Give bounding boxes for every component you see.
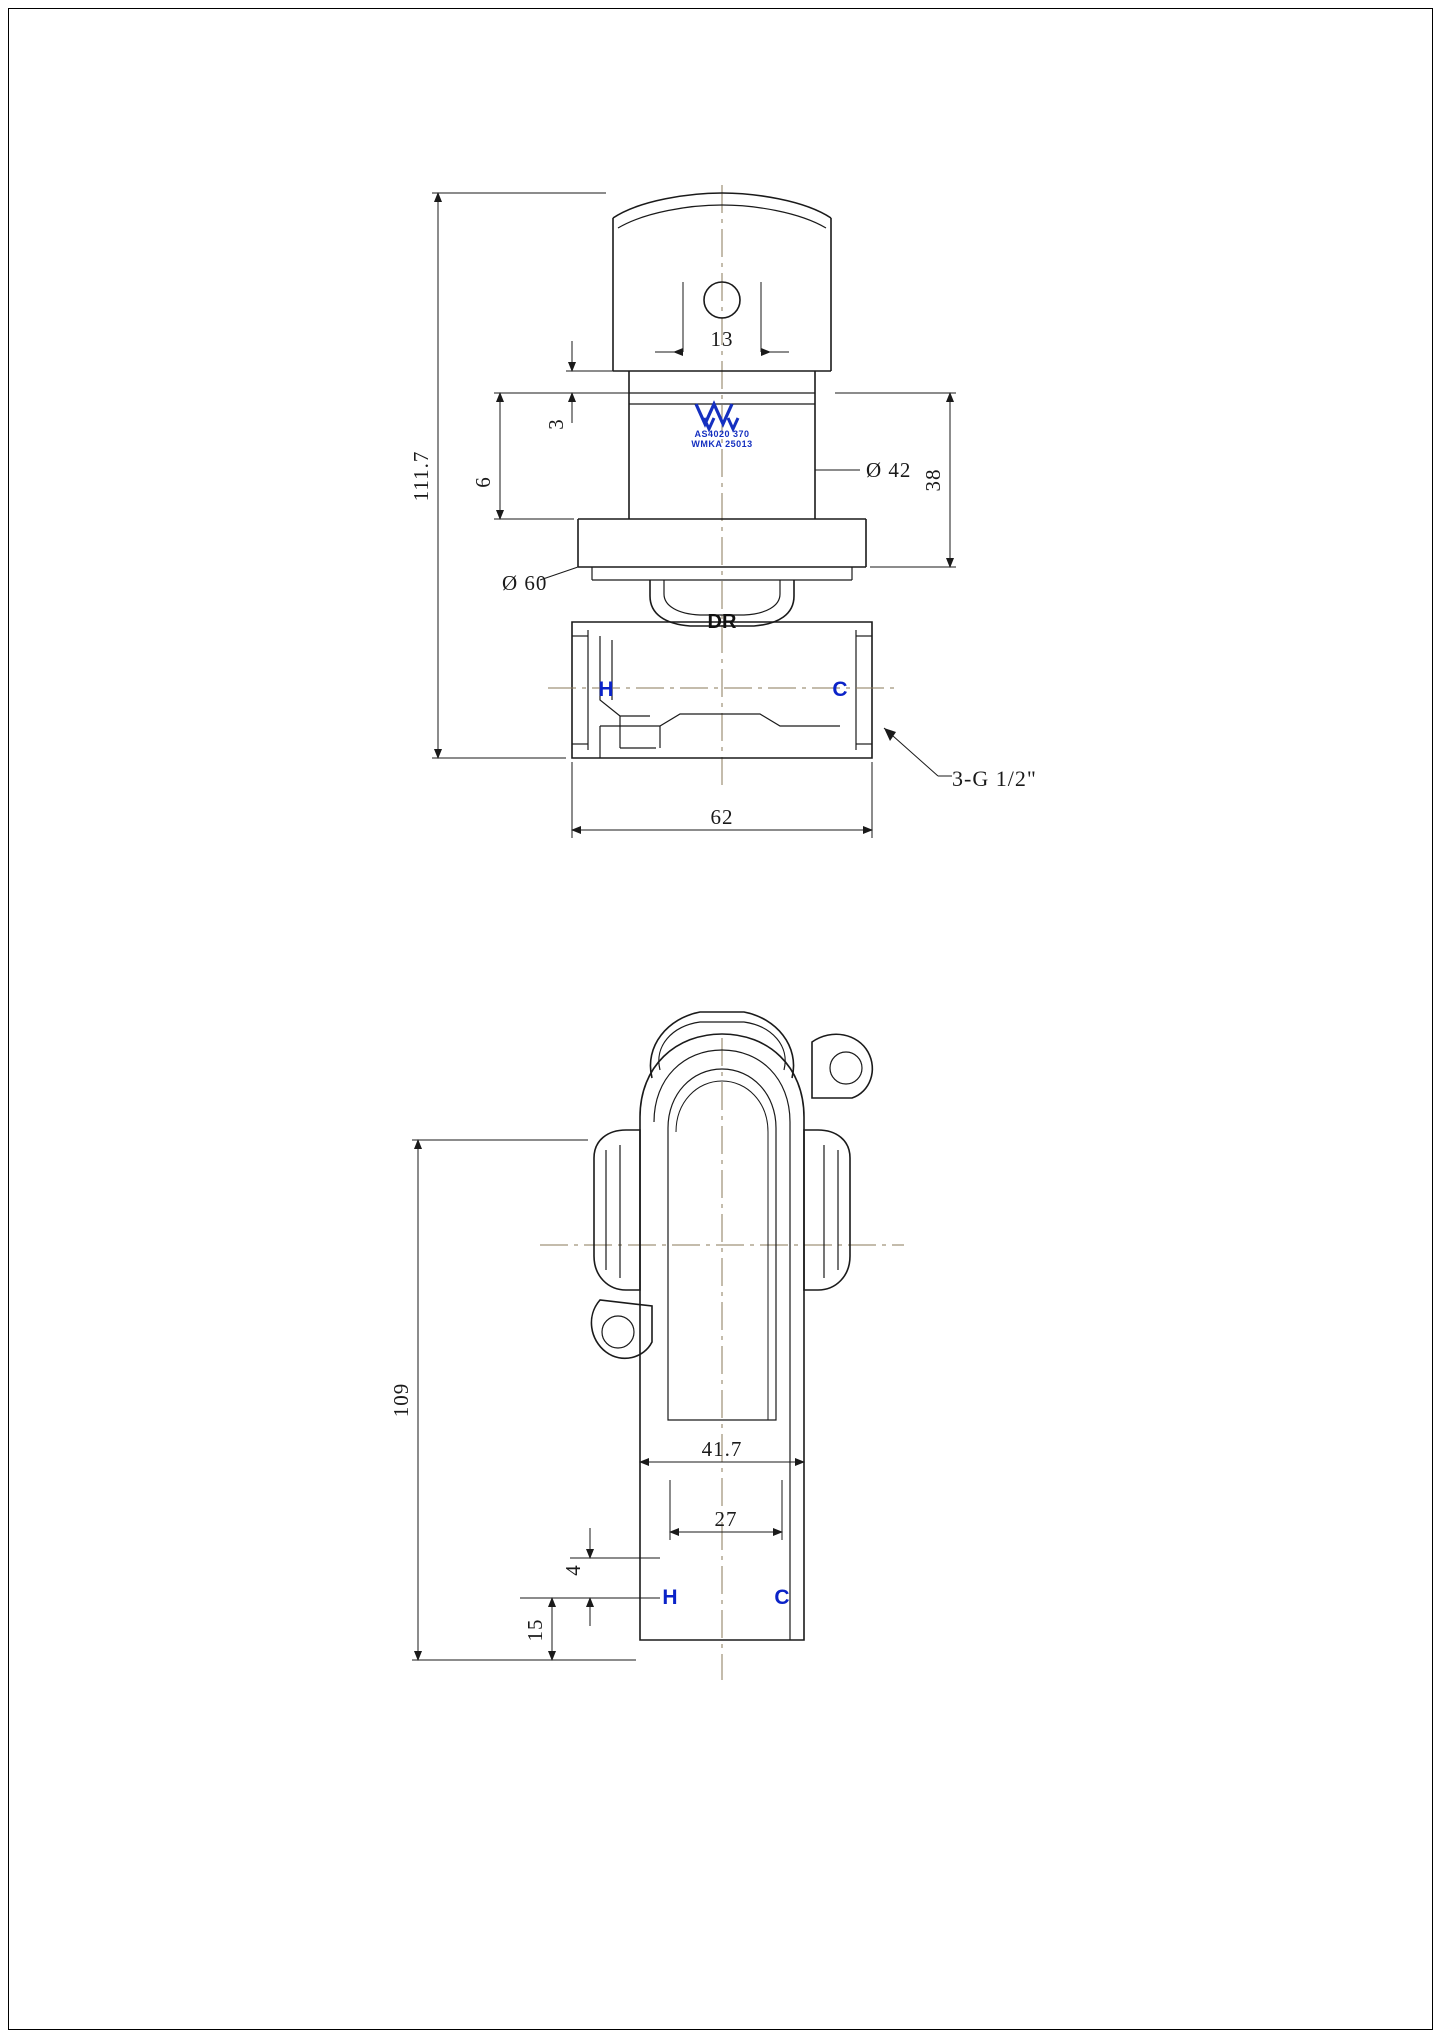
bottom-view-geometry xyxy=(540,1012,904,1680)
dim-port-spacing: 27 xyxy=(714,1507,738,1531)
front-view-dimensions xyxy=(409,193,1037,838)
front-hot-marker: H xyxy=(598,678,614,701)
dim-step-medium: 6 xyxy=(471,476,495,488)
dim-bottom-length: 109 xyxy=(389,1382,413,1418)
front-view-geometry xyxy=(548,185,896,790)
port-thread-note: 3-G 1/2" xyxy=(952,766,1037,791)
watermark-line2: WMKA 25013 xyxy=(691,439,753,449)
watermark-line1: AS4020 370 xyxy=(694,429,750,439)
dim-edge-offset: 15 xyxy=(523,1618,547,1642)
bottom-cold-marker: C xyxy=(774,1586,790,1609)
dim-bottom-inner-width: 41.7 xyxy=(701,1437,743,1461)
dim-cap-width: 13 xyxy=(710,327,734,351)
dim-body-diameter: Ø 42 xyxy=(866,458,912,482)
watermark-logo xyxy=(696,404,738,429)
dim-step-small: 3 xyxy=(544,418,568,430)
dim-overall-width: 62 xyxy=(710,805,734,829)
dim-body-height: 38 xyxy=(921,468,945,492)
bottom-hot-marker: H xyxy=(662,1586,678,1609)
dim-overall-height: 111.7 xyxy=(409,450,433,502)
front-cold-marker: C xyxy=(832,678,848,701)
drain-marker-label: DR xyxy=(707,611,737,633)
bottom-view-dimensions xyxy=(389,1140,804,1660)
dim-flange-diameter: Ø 60 xyxy=(502,571,548,595)
dim-offset-small: 4 xyxy=(561,1564,585,1576)
